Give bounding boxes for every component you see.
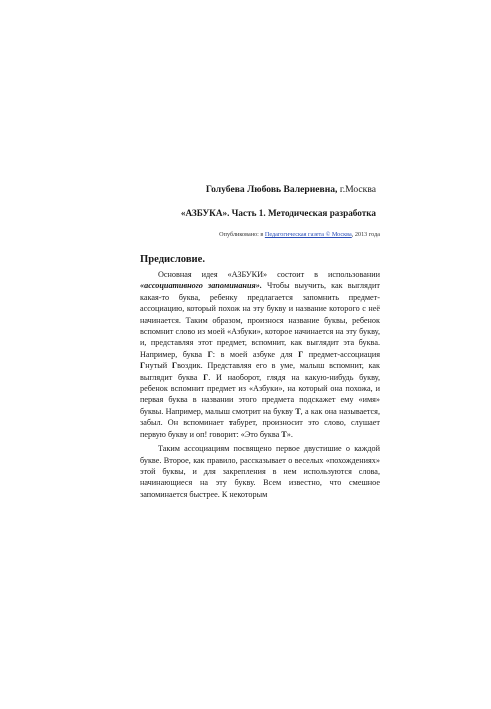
bold-letter: Г: [203, 372, 209, 382]
text-run: Чтобы выучить, как выглядит какая-то буква, ребенку предлагается запомнить предмет-ассоциацию, который похож на эту букву и название которого с неё начинается. Таким образом, произнося название буквы, ребенок вспомнит слово из моей «Азбуки», которое начинается на эту букву, и, представляя этот предмет, вспомнит, как выглядит эта буква. Например, буква: [140, 281, 380, 359]
text-run: воздик. Представляя его в уме, малыш вспомнит, как выглядит буква: [140, 361, 381, 382]
author-city: г.Москва: [337, 184, 376, 195]
paragraph-1: [140, 269, 380, 440]
text-run: нутый: [145, 361, 172, 371]
text-run: Основная идея «АЗБУКИ» состоит в использовании: [158, 270, 380, 279]
bold-letter: Г: [171, 361, 178, 371]
emphasis-run: «ассоциативного запоминания».: [140, 281, 262, 291]
text-run: предмет-ассоциация: [303, 349, 380, 359]
author-name: Голубева Любовь Валериевна,: [205, 184, 338, 195]
text-run: ».: [286, 429, 293, 439]
bold-letter: Г: [140, 361, 146, 371]
pub-year: , 2013 года: [351, 231, 380, 238]
author-line: [140, 184, 376, 196]
pub-link[interactable]: Педагогическая газета © Москва: [264, 231, 352, 238]
bold-letter: т: [228, 418, 233, 428]
text-run: , а как она называется, забыл. Он вспоминает: [140, 406, 380, 428]
bold-letter: Г: [207, 349, 213, 359]
section-heading: Предисловие.: [140, 254, 206, 265]
text-run: . И наоборот, глядя на какую-нибудь букву, ребенок вспомнит предмет из «Азбуки», на который она похожа, и первая буква в названии этого предмета подскажет ему «имя» буквы. Например, малыш смотрит на букву: [140, 372, 380, 416]
publication-info: [130, 230, 380, 239]
text-run: : в моей азбуке для: [212, 349, 299, 359]
bold-letter: Г: [298, 349, 304, 359]
paragraph-2: Таким ассоциациям посвящено первое двустишие о каждой букве. Второе, как правило, рассказывает о веселых «похождениях» этой буквы, и для закрепления в нем используются слова, начинающиеся на эту букву. Всем известно, что смешное запоминается быстрее. К некоторым: [140, 444, 380, 499]
bold-letter: Т: [281, 429, 287, 439]
document-title: «АЗБУКА». Часть 1. Методическая разработка: [180, 208, 376, 218]
document-body: [140, 269, 380, 500]
pub-prefix: Опубликовано: в: [219, 231, 265, 238]
bold-letter: Т: [295, 406, 301, 416]
text-run: абурет, произносит это слово, слушает первую букву и оп! говорит: «Это буква: [140, 418, 380, 439]
